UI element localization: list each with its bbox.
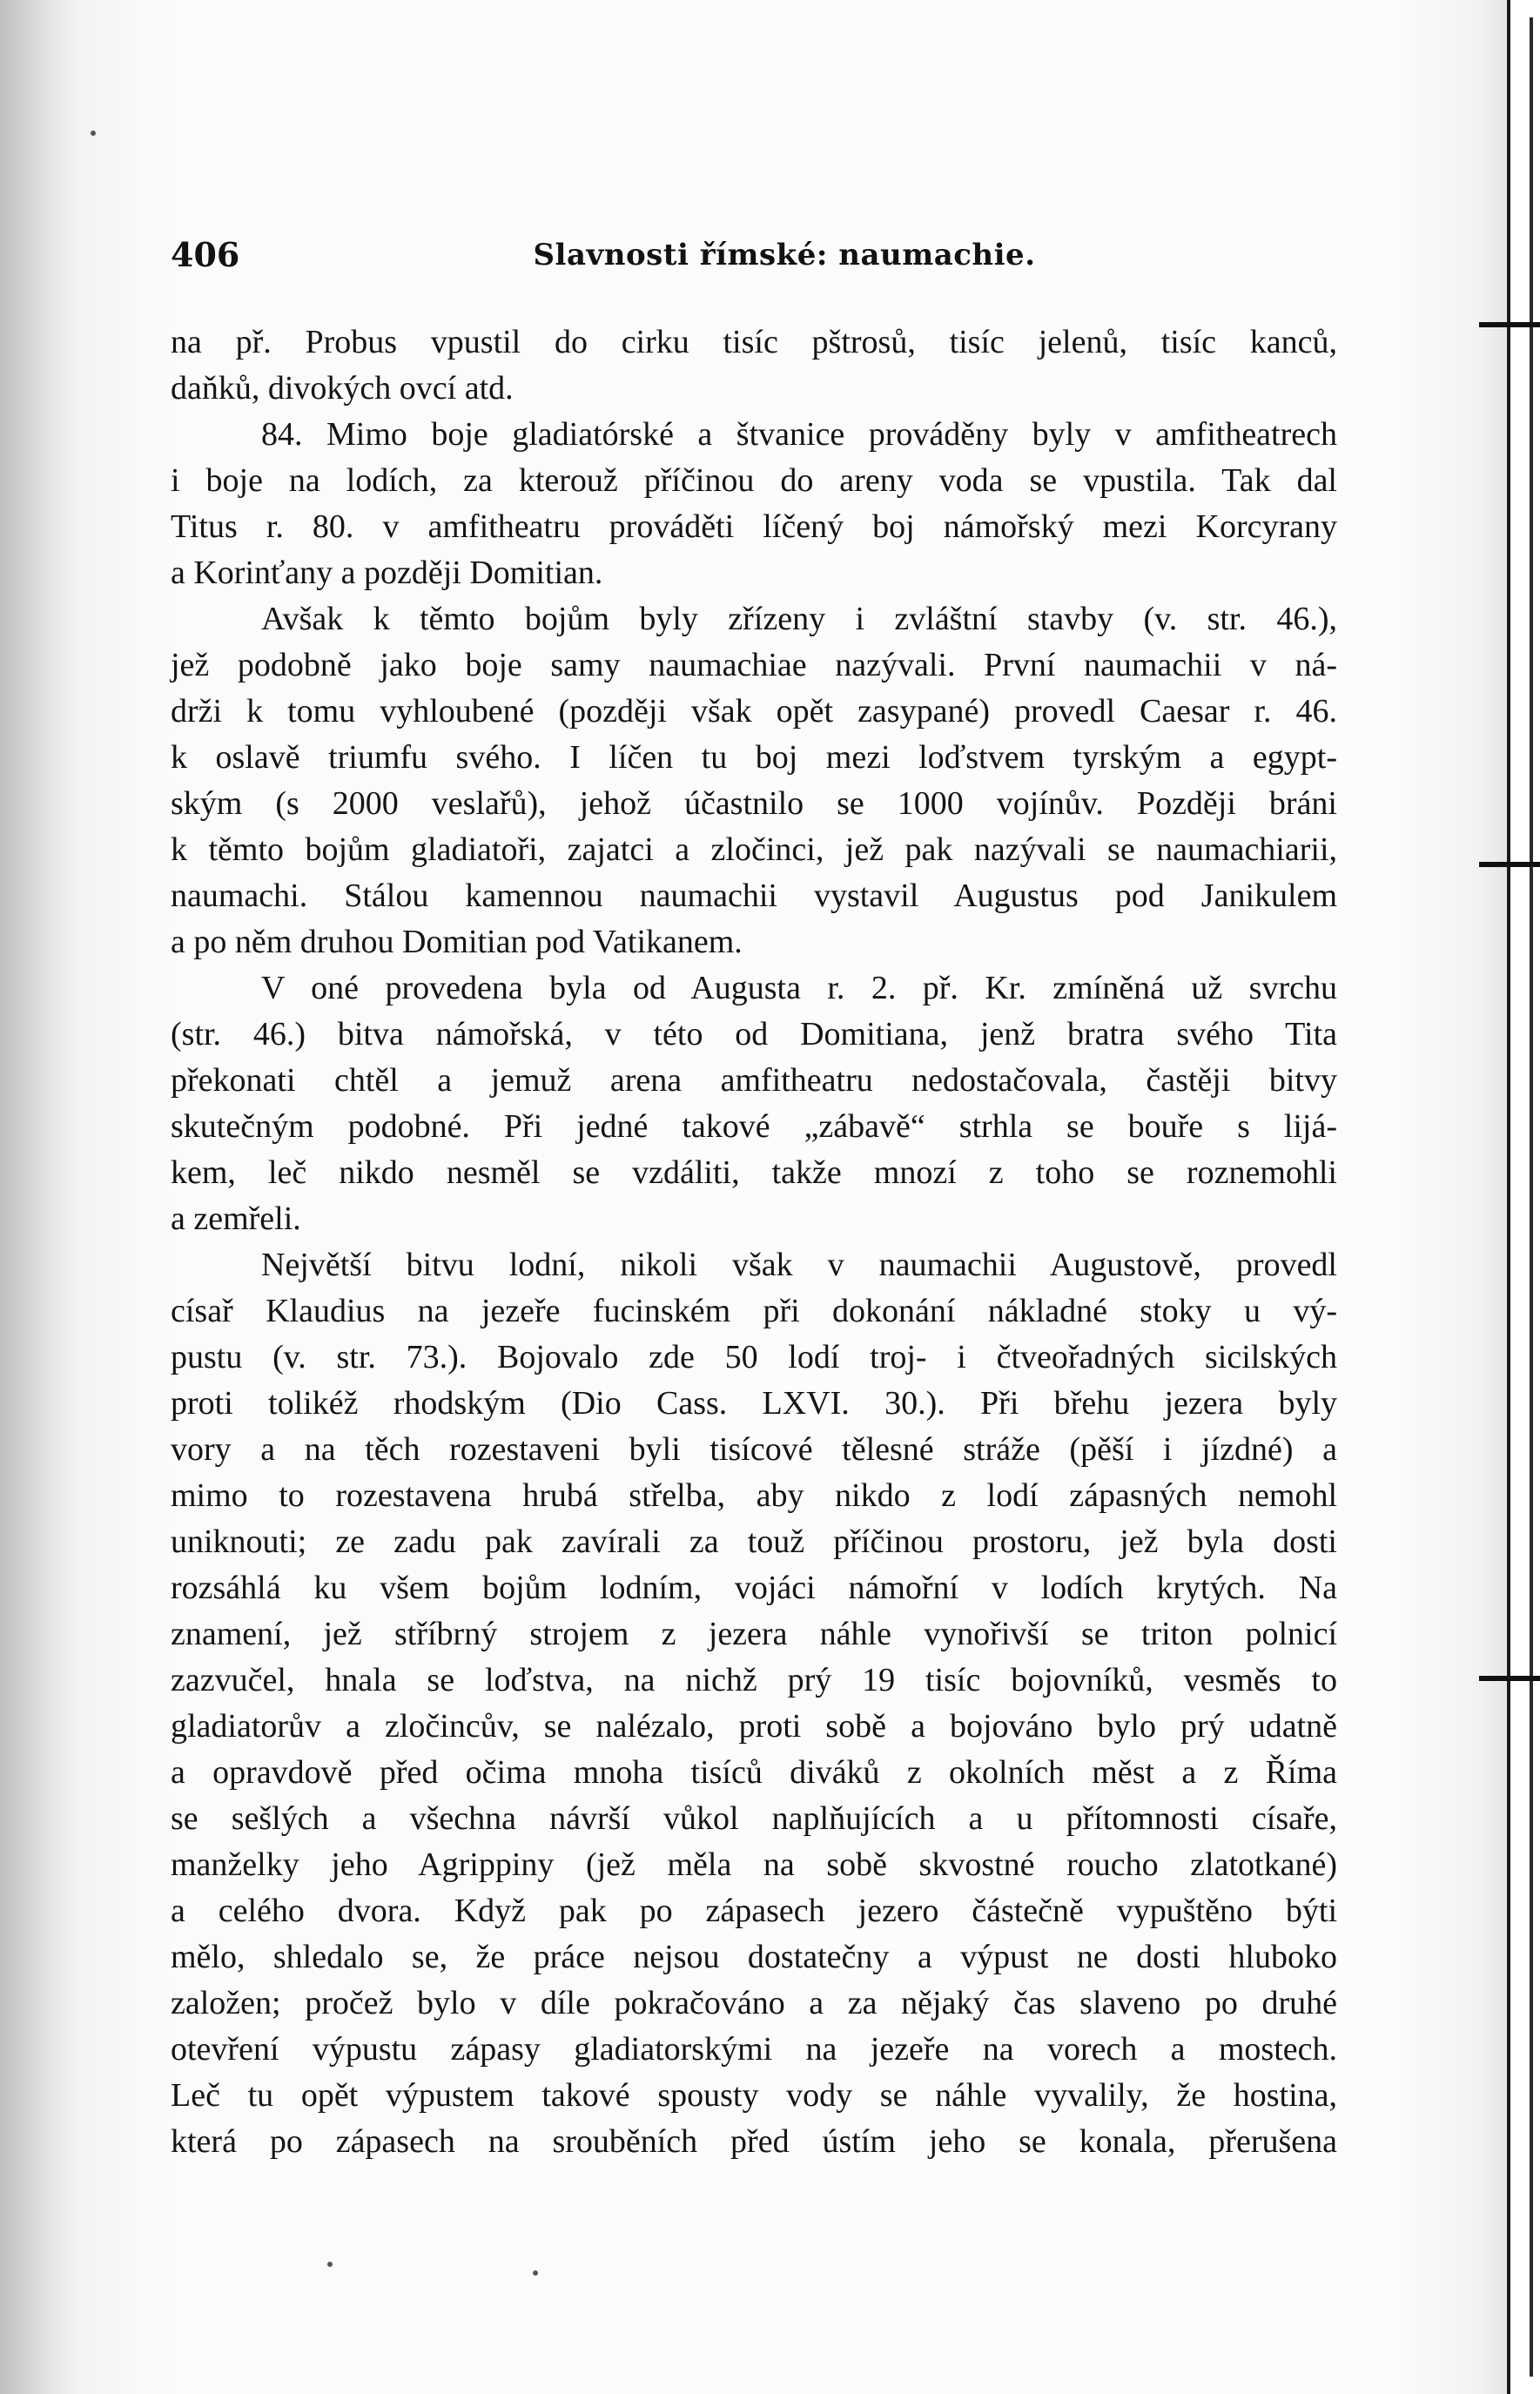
text-line: gladiatorův a zločincův, se nalézalo, proti sobě a bojováno bylo prý udatně [171,1708,1337,1745]
paper-speck [533,2270,538,2276]
spine-tick-mark [1479,1676,1540,1681]
text-line: rozsáhlá ku všem bojům lodním, vojáci námořní v lodích krytých. Na [171,1570,1337,1606]
text-line: i boje na lodích, za kterouž příčinou do areny voda se vpustila. Tak dal [171,462,1337,499]
text-line: znamení, jež stříbrný strojem z jezera náhle vynořivší se triton polnicí [171,1616,1337,1652]
text-line: na př. Probus vpustil do cirku tisíc pštrosů, tisíc jelenů, tisíc kanců, [171,324,1337,360]
paper-speck [91,131,96,136]
paragraph-start: Avšak k těmto bojům byly zřízeny i zvláštní stavby (v. str. 46.), [261,601,1337,637]
text-line: mělo, shledalo se, že práce nejsou dostatečny a výpust ne dosti hluboko [171,1939,1337,1975]
spine-tick-mark [1479,862,1540,867]
paragraph-84-start: 84. Mimo boje gladiatórské a štvanice prováděny byly v amfitheatrech [261,416,1337,453]
text-line: skutečným podobné. Při jedné takové „zábavě“ strhla se bouře s lijá- [171,1108,1337,1145]
text-line: k oslavě triumfu svého. I líčen tu boj mezi loďstvem tyrským a egypt- [171,739,1337,776]
text-line: a po něm druhou Domitian pod Vatikanem. [171,924,743,960]
text-line: pustu (v. str. 73.). Bojovalo zde 50 lodí troj- i čtveořadných sicilských [171,1339,1337,1375]
text-line: k těmto bojům gladiatoři, zajatci a zločinci, jež pak nazývali se naumachiarii, [171,831,1337,868]
text-line: kem, leč nikdo nesměl se vzdáliti, takže mnozí z toho se roznemohli [171,1154,1337,1191]
text-line: otevření výpustu zápasy gladiatorskými na jezeře na vorech a mostech. [171,2031,1337,2068]
page-edge-shadow [0,0,131,2394]
paragraph-start: V oné provedena byla od Augusta r. 2. př. Kr. zmíněná už svrchu [261,970,1337,1006]
paragraph-start: Největší bitvu lodní, nikoli však v naumachii Augustově, provedl [261,1247,1337,1283]
text-line: drži k tomu vyhloubené (později však opět zasypané) provedl Caesar r. 46. [171,693,1337,730]
spine-rule [1530,17,1533,2377]
text-line: Titus r. 80. v amfitheatru prováděti líčený boj námořský mezi Korcyrany [171,508,1337,545]
text-line: a zemřeli. [171,1200,301,1237]
text-line: a opravdově před očima mnoha tisíců diváků z okolních měst a z Říma [171,1754,1337,1791]
text-line: mimo to rozestavena hrubá střelba, aby nikdo z lodí zápasných nemohl [171,1477,1337,1514]
text-line: uniknouti; ze zadu pak zavírali za touž příčinou prostoru, jež byla dosti [171,1523,1337,1560]
text-line: zazvučel, hnala se loďstva, na nichž prý 19 tisíc bojovníků, vesměs to [171,1662,1337,1698]
text-line: která po zápasech na srouběních před ústím jeho se konala, přerušena [171,2123,1337,2160]
text-line: proti tolikéž rhodským (Dio Cass. LXVI. 30.). Při břehu jezera byly [171,1385,1337,1422]
spine-tick-mark [1479,322,1540,327]
text-line: Leč tu opět výpustem takové spousty vody se náhle vyvalily, že hostina, [171,2077,1337,2114]
text-line: (str. 46.) bitva námořská, v této od Domitiana, jenž bratra svého Tita [171,1016,1337,1052]
text-line: císař Klaudius na jezeře fucinském při dokonání nákladné stoky u vý- [171,1293,1337,1329]
text-line: překonati chtěl a jemuž arena amfitheatru nedostačovala, častěji bitvy [171,1062,1337,1099]
text-line: se sešlých a všechna návrší vůkol naplňujících a u přítomnosti císaře, [171,1800,1337,1837]
text-line: vory a na těch rozestaveni byli tisícové tělesné stráže (pěší i jízdné) a [171,1431,1337,1468]
running-title: Slavnosti římské: naumachie. [533,238,1036,272]
text-line: jež podobně jako boje samy naumachiae nazývali. První naumachii v ná- [171,647,1337,683]
text-line: naumachi. Stálou kamennou naumachii vystavil Augustus pod Janikulem [171,878,1337,914]
text-line: ským (s 2000 veslařů), jehož účastnilo se 1000 vojínův. Později bráni [171,785,1337,822]
book-spine-edge [1507,0,1540,2394]
page-number: 406 [171,235,240,274]
text-line: manželky jeho Agrippiny (jež měla na sobě skvostné roucho zlatotkané) [171,1846,1337,1883]
paper-speck [327,2262,333,2267]
text-line: a celého dvora. Když pak po zápasech jezero částečně vypuštěno býti [171,1893,1337,1929]
body-text [171,319,1337,2165]
text-line: založen; pročež bylo v díle pokračováno a za nějaký čas slaveno po druhé [171,1985,1337,2021]
text-line: a Korinťany a později Domitian. [171,555,603,591]
text-line: daňků, divokých ovcí atd. [171,370,514,407]
page-header [171,232,1337,279]
